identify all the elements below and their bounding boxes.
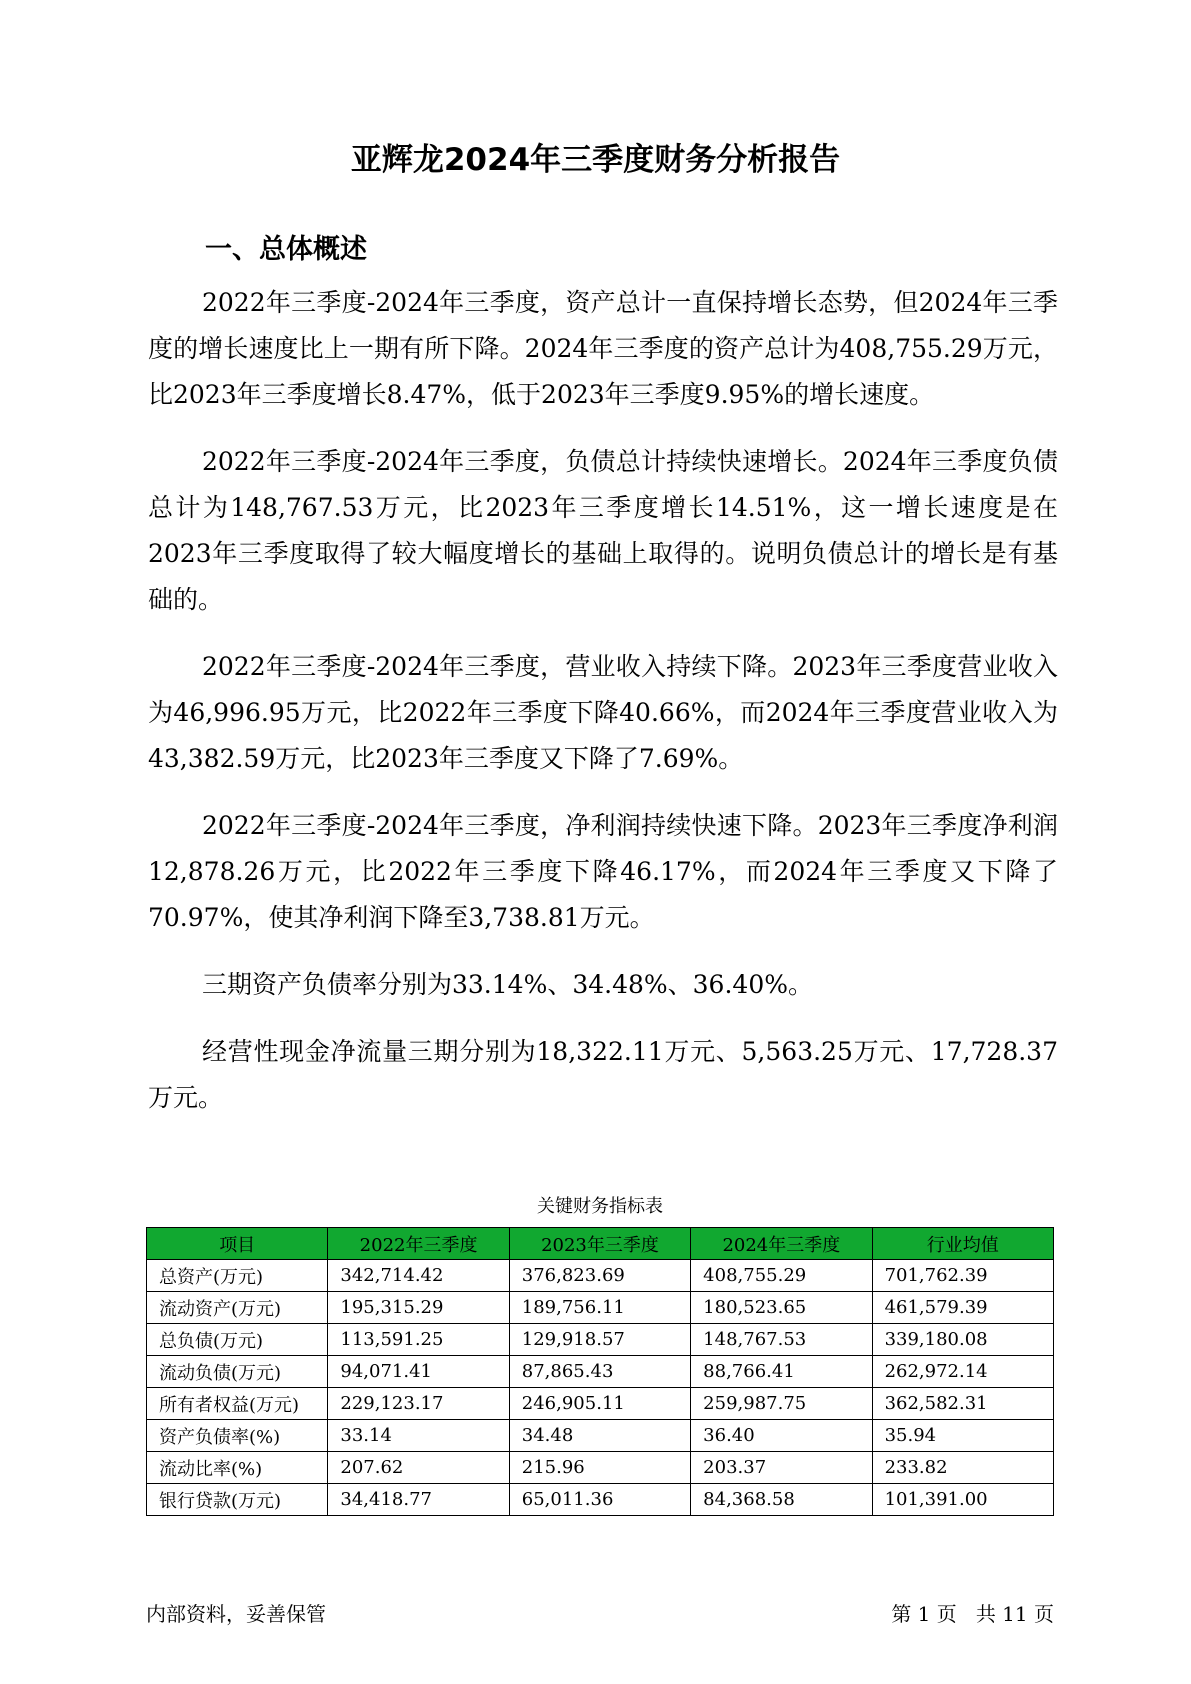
table-header-cell: 行业均值 xyxy=(872,1228,1053,1260)
table-cell: 总资产(万元) xyxy=(147,1260,328,1292)
table-cell: 总负债(万元) xyxy=(147,1324,328,1356)
table-cell: 189,756.11 xyxy=(509,1292,690,1324)
table-row xyxy=(147,1292,1054,1324)
table-cell: 84,368.58 xyxy=(691,1484,872,1516)
table-cell: 195,315.29 xyxy=(328,1292,509,1324)
section-heading-overview: 一、总体概述 xyxy=(205,234,367,265)
key-financial-indicators-table xyxy=(146,1227,1054,1516)
table-row xyxy=(147,1356,1054,1388)
table-row xyxy=(147,1420,1054,1452)
table-cell: 376,823.69 xyxy=(509,1260,690,1292)
table-cell: 461,579.39 xyxy=(872,1292,1053,1324)
table-cell: 233.82 xyxy=(872,1452,1053,1484)
table-row xyxy=(147,1388,1054,1420)
table-cell: 362,582.31 xyxy=(872,1388,1053,1420)
table-cell: 259,987.75 xyxy=(691,1388,872,1420)
table-cell: 215.96 xyxy=(509,1452,690,1484)
table-cell: 流动负债(万元) xyxy=(147,1356,328,1388)
table-cell: 87,865.43 xyxy=(509,1356,690,1388)
table-cell: 408,755.29 xyxy=(691,1260,872,1292)
paragraph-assets: 2022年三季度-2024年三季度，资产总计一直保持增长态势，但2024年三季度的增长速度比上一期有所下降。2024年三季度的资产总计为408,755.29万元，比2023年三季度增长8.47%，低于2023年三季度9.95%的增长速度。 xyxy=(148,288,1058,409)
table-cell: 资产负债率(%) xyxy=(147,1420,328,1452)
footer-confidential-note: 内部资料，妥善保管 xyxy=(146,1602,326,1626)
paragraph-revenue: 2022年三季度-2024年三季度，营业收入持续下降。2023年三季度营业收入为46,996.95万元，比2022年三季度下降40.66%，而2024年三季度营业收入为43,382.59万元，比2023年三季度又下降了7.69%。 xyxy=(148,652,1058,773)
table-row xyxy=(147,1452,1054,1484)
table-cell: 34,418.77 xyxy=(328,1484,509,1516)
table-cell: 所有者权益(万元) xyxy=(147,1388,328,1420)
table-cell: 180,523.65 xyxy=(691,1292,872,1324)
table-header-cell: 2024年三季度 xyxy=(691,1228,872,1260)
table-cell: 94,071.41 xyxy=(328,1356,509,1388)
footer-page-number: 第 1 页 共 11 页 xyxy=(891,1602,1054,1626)
table-cell: 246,905.11 xyxy=(509,1388,690,1420)
table-cell: 701,762.39 xyxy=(872,1260,1053,1292)
paragraph-debt-ratio: 三期资产负债率分别为33.14%、34.48%、36.40%。 xyxy=(202,970,813,999)
paragraph-liabilities: 2022年三季度-2024年三季度，负债总计持续快速增长。2024年三季度负债总计为148,767.53万元，比2023年三季度增长14.51%，这一增长速度是在2023年三季度取得了较大幅度增长的基础上取得的。说明负债总计的增长是有基础的。 xyxy=(148,447,1058,614)
table-cell: 129,918.57 xyxy=(509,1324,690,1356)
paragraph-net-profit: 2022年三季度-2024年三季度，净利润持续快速下降。2023年三季度净利润12,878.26万元，比2022年三季度下降46.17%，而2024年三季度又下降了70.97%，使其净利润下降至3,738.81万元。 xyxy=(148,811,1058,932)
table-caption: 关键财务指标表 xyxy=(537,1196,663,1217)
page-title: 亚辉龙2024年三季度财务分析报告 xyxy=(350,142,841,178)
paragraph-cash-flow: 经营性现金净流量三期分别为18,322.11万元、5,563.25万元、17,728.37万元。 xyxy=(148,1037,1058,1112)
table-cell: 35.94 xyxy=(872,1420,1053,1452)
table-cell: 101,391.00 xyxy=(872,1484,1053,1516)
table-cell: 339,180.08 xyxy=(872,1324,1053,1356)
table-cell: 148,767.53 xyxy=(691,1324,872,1356)
table-cell: 88,766.41 xyxy=(691,1356,872,1388)
table-cell: 34.48 xyxy=(509,1420,690,1452)
table-cell: 33.14 xyxy=(328,1420,509,1452)
table-cell: 流动资产(万元) xyxy=(147,1292,328,1324)
table-row xyxy=(147,1324,1054,1356)
table-cell: 207.62 xyxy=(328,1452,509,1484)
table-cell: 262,972.14 xyxy=(872,1356,1053,1388)
table-cell: 银行贷款(万元) xyxy=(147,1484,328,1516)
overview-text xyxy=(148,280,1058,1142)
table-cell: 113,591.25 xyxy=(328,1324,509,1356)
table-header-cell: 2023年三季度 xyxy=(509,1228,690,1260)
table-cell: 65,011.36 xyxy=(509,1484,690,1516)
table-row xyxy=(147,1260,1054,1292)
table-header-cell: 2022年三季度 xyxy=(328,1228,509,1260)
table-cell: 36.40 xyxy=(691,1420,872,1452)
table-cell: 342,714.42 xyxy=(328,1260,509,1292)
table-cell: 229,123.17 xyxy=(328,1388,509,1420)
table-cell: 203.37 xyxy=(691,1452,872,1484)
table-header-cell: 项目 xyxy=(147,1228,328,1260)
table-cell: 流动比率(%) xyxy=(147,1452,328,1484)
table-row xyxy=(147,1484,1054,1516)
table-header-row xyxy=(147,1228,1054,1260)
